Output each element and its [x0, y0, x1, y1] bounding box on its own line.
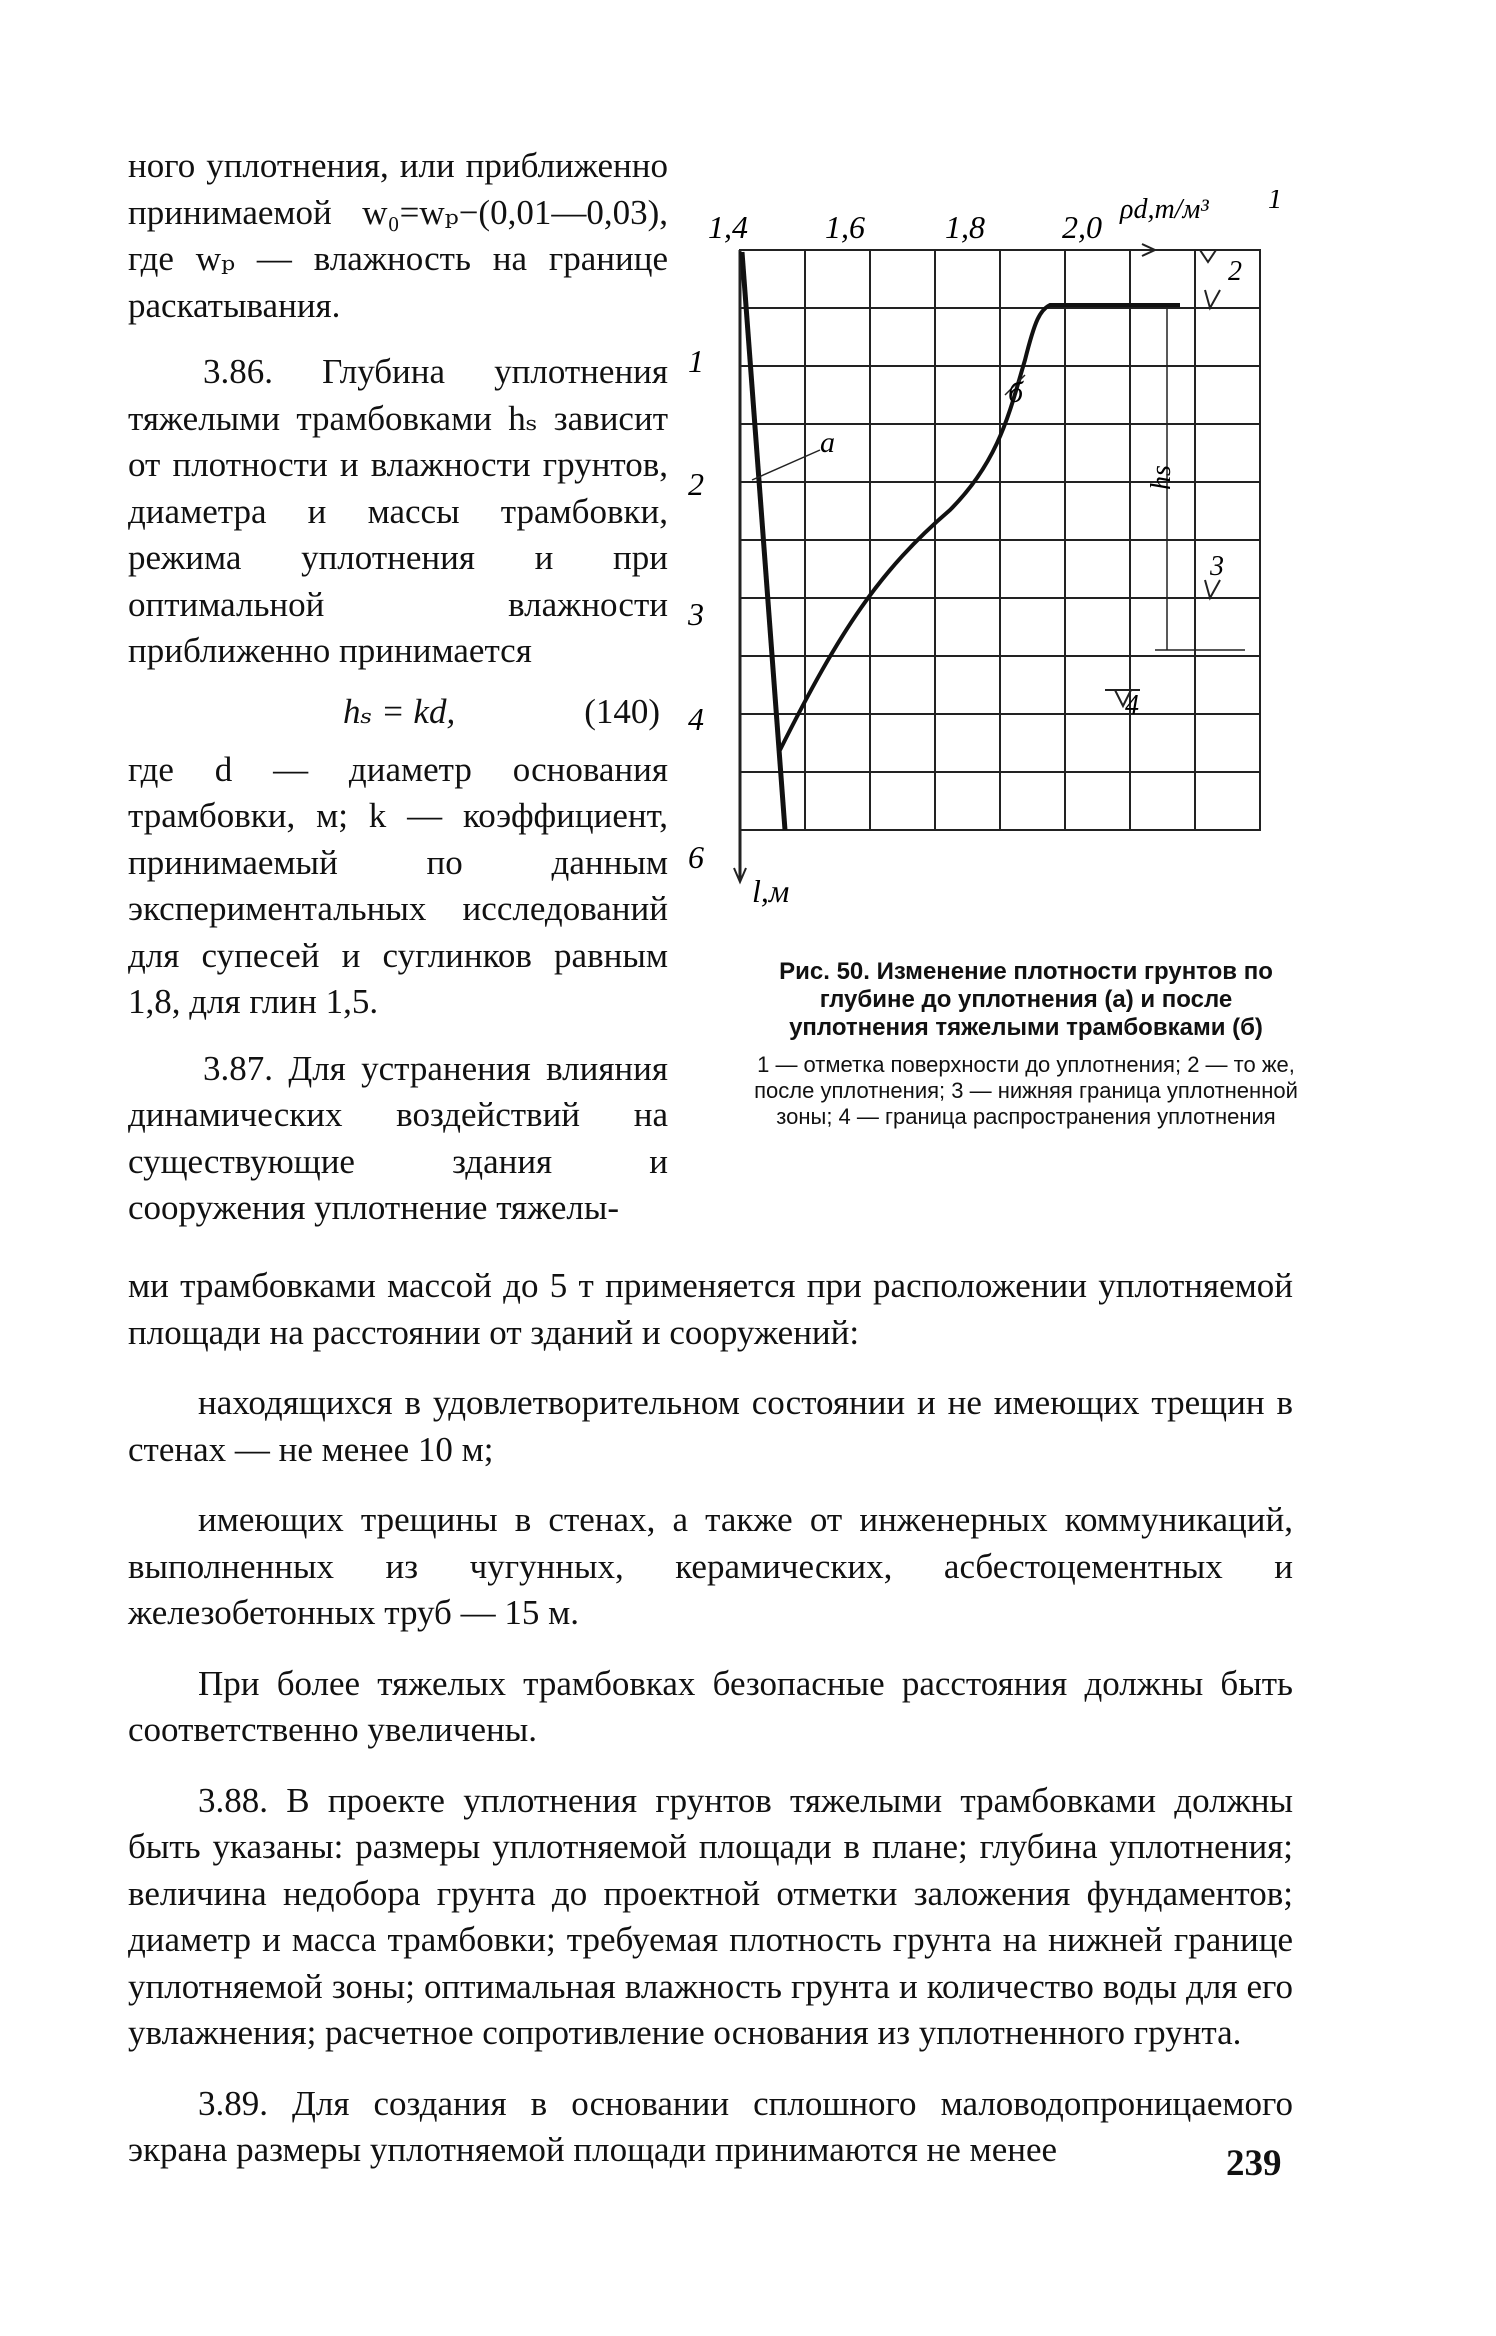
section-number: 3.88.	[198, 1780, 268, 1820]
y-axis	[734, 250, 746, 882]
caption-legend: 1 — отметка поверхности до уплотнения; 2 — то же, после уплотнения; 3 — нижняя граница уплотненной зоны; 4 — граница распространения уплотнения	[754, 1052, 1298, 1129]
y-tick-label: 3	[688, 596, 704, 632]
density-depth-figure	[680, 190, 1300, 930]
paragraph-3-89	[128, 2081, 1293, 2174]
marker-label-3: 3	[1210, 551, 1224, 582]
x-tick-label: 1,8	[945, 209, 985, 245]
curve-a-leader	[752, 450, 820, 480]
left-column	[128, 143, 668, 1232]
paragraph-continuation: ми трамбовками массой до 5 т применяется при расположении уплотняемой площади на расстоянии от зданий и сооружений:	[128, 1266, 1293, 1352]
y-axis-label: l,м	[752, 873, 790, 909]
paragraph-definitions: где d — диаметр основания трамбовки, м; k — коэффициент, принимаемый по данным экспериментальных исследований для супесей и суглинков равным 1,8, для глин 1,5.	[128, 749, 668, 1021]
main-text	[128, 1263, 1293, 2174]
marker-label-2: 2	[1228, 256, 1242, 287]
paragraph-continuation: ного уплотнения, или приближенно принимаемой w₀=wₚ−(0,01—0,03), где wₚ — влажность на границе раскатывания.	[128, 146, 668, 325]
paragraph-text: В проекте уплотнения грунтов тяжелыми трамбовками должны быть указаны: размеры уплотняемой площади в плане; глубина уплотнения; величина недобора грунта до проектной отметки заложения фундаментов; диаметр и масса трамбовки; требуемая плотность грунта на нижней границе уплотняемой зоны; оптимальная влажность грунта и количество воды для его увлажнения; расчетное сопротивление основания из уплотненного грунта.	[128, 1780, 1293, 2052]
paragraph-distance-2: имеющих трещины в стенах, а также от инженерных коммуникаций, выполненных из чугунных, керамических, асбестоцементных и железобетонных труб — 15 м.	[128, 1500, 1293, 1632]
x-axis-label: ρd,т/м³	[1120, 194, 1209, 225]
marker-label-1: 1	[1268, 190, 1282, 215]
formula-expression: hₛ = kd,	[343, 691, 456, 731]
section-number: 3.89.	[198, 2083, 268, 2123]
page-number: 239	[1226, 2143, 1282, 2184]
curve-b-after-compaction	[780, 305, 1180, 750]
y-tick-label: 1	[688, 343, 704, 379]
marker-label-4: 4	[1125, 690, 1139, 721]
y-tick-label: 4	[688, 701, 704, 737]
paragraph-text: Для устранения влияния динамических воздействий на существующие здания и сооружения уплотнение тяжелы-	[128, 1048, 668, 1227]
paragraph-distance-1: находящихся в удовлетворительном состоянии и не имеющих трещин в стенах — не менее 10 м;	[128, 1383, 1293, 1469]
x-tick-label: 2,0	[1062, 209, 1102, 245]
formula-140	[128, 683, 668, 743]
paragraph-heavier: При более тяжелых трамбовках безопасные расстояния должны быть соответственно увеличены.	[128, 1663, 1293, 1749]
caption-title: Рис. 50. Изменение плотности грунтов по глубине до уплотнения (а) и после уплотнения тяжелыми трамбовками (б)	[779, 958, 1273, 1041]
figure-grid	[740, 250, 1260, 830]
x-axis	[740, 244, 1155, 256]
section-number: 3.86.	[203, 352, 273, 391]
y-tick-label: 2	[688, 466, 704, 502]
paragraph-3-86	[128, 349, 668, 675]
paragraph-3-88	[128, 1778, 1293, 2057]
paragraph-3-87	[128, 1046, 668, 1232]
curve-b-label: б	[1008, 376, 1024, 409]
paragraph-text: Глубина уплотнения тяжелыми трамбовками hₛ зависит от плотности и влажности грунтов, диаметра и массы трамбовки, режима уплотнения и при оптимальной влажности приближенно принимается	[128, 352, 669, 670]
x-tick-label: 1,6	[825, 209, 865, 245]
figure-caption	[752, 958, 1300, 1130]
x-tick-label: 1,4	[708, 209, 748, 245]
curve-a-label: a	[820, 426, 835, 459]
section-number: 3.87.	[203, 1048, 273, 1088]
paragraph-text: Для создания в основании сплошного маловодопроницаемого экрана размеры уплотняемой площади принимаются не менее	[128, 2083, 1293, 2169]
formula-number: (140)	[584, 691, 660, 731]
y-tick-label: 6	[688, 839, 704, 875]
hs-label: hs	[1146, 465, 1177, 490]
